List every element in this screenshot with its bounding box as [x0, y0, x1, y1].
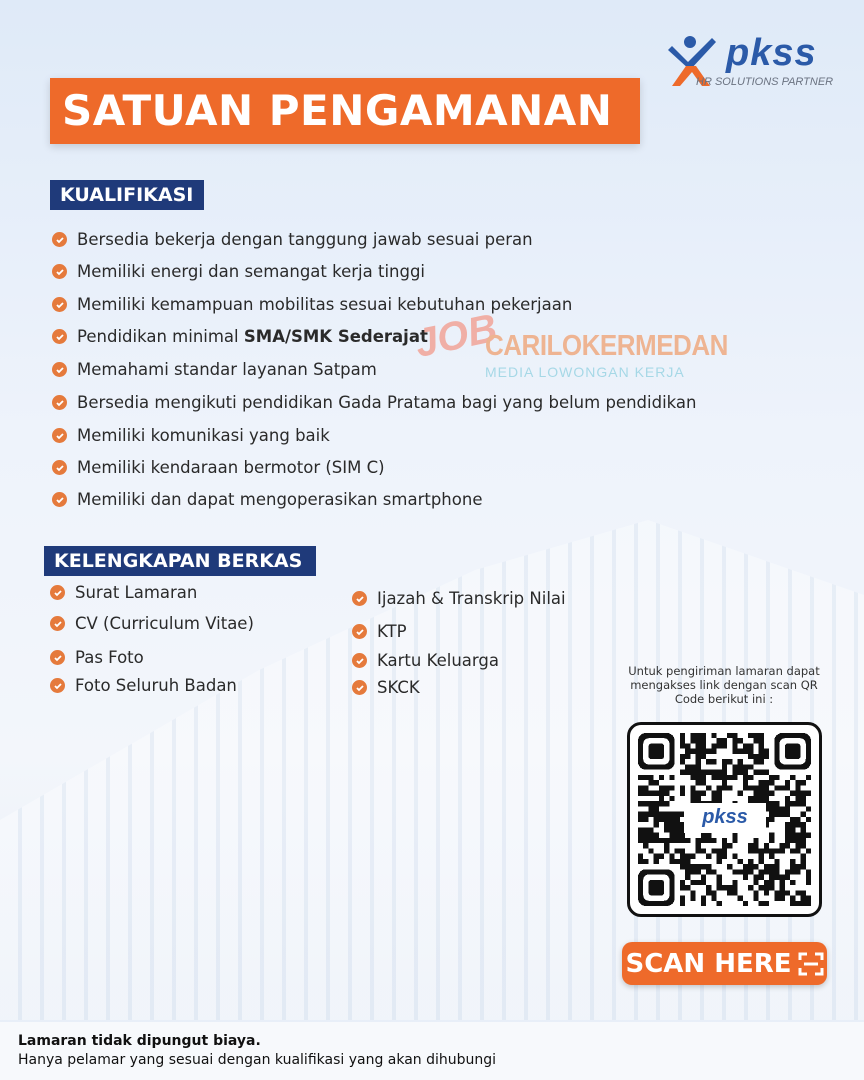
check-icon [52, 297, 67, 312]
document-item: Ijazah & Transkrip Nilai [352, 589, 566, 608]
qualifications-heading: KUALIFIKASI [50, 180, 204, 210]
qualification-item: Pendidikan minimal SMA/SMK Sederajat [52, 327, 428, 346]
footer-note: Lamaran tidak dipungut biaya. Hanya pelamar yang sesuai dengan kualifikasi yang akan dihubungi [0, 1022, 864, 1080]
document-item: Foto Seluruh Badan [50, 676, 237, 695]
document-item: CV (Curriculum Vitae) [50, 614, 254, 633]
document-item: SKCK [352, 678, 420, 697]
qualification-item: Memiliki energi dan semangat kerja tinggi [52, 262, 425, 281]
document-item: Surat Lamaran [50, 583, 197, 602]
qr-logo: pkss [684, 803, 766, 833]
documents-heading: KELENGKAPAN BERKAS [44, 546, 316, 576]
check-icon [50, 616, 65, 631]
check-icon [52, 329, 67, 344]
check-icon [50, 585, 65, 600]
qualification-item: Memiliki komunikasi yang baik [52, 426, 330, 445]
scan-icon [798, 952, 824, 976]
qualification-item: Bersedia mengikuti pendidikan Gada Pratama bagi yang belum pendidikan [52, 393, 696, 412]
check-icon [52, 460, 67, 475]
check-icon [52, 395, 67, 410]
check-icon [52, 362, 67, 377]
document-item: KTP [352, 622, 407, 641]
check-icon [50, 678, 65, 693]
check-icon [352, 624, 367, 639]
check-icon [52, 428, 67, 443]
check-icon [352, 653, 367, 668]
check-icon [352, 591, 367, 606]
scan-here-button[interactable]: SCAN HERE [622, 942, 827, 985]
check-icon [52, 264, 67, 279]
document-item: Kartu Keluarga [352, 651, 499, 670]
qualification-item: Bersedia bekerja dengan tanggung jawab sesuai peran [52, 230, 533, 249]
qualification-item: Memiliki dan dapat mengoperasikan smartphone [52, 490, 482, 509]
check-icon [52, 232, 67, 247]
carilokermedan-watermark: JOB CARILOKERMEDAN MEDIA LOWONGAN KERJA [411, 305, 728, 380]
qr-instruction: Untuk pengiriman lamaran dapat mengakses link dengan scan QR Code berikut ini : [628, 664, 820, 706]
pkss-logo: pkss HR SOLUTIONS PARTNER [668, 32, 838, 92]
check-icon [352, 680, 367, 695]
check-icon [50, 650, 65, 665]
check-icon [52, 492, 67, 507]
document-item: Pas Foto [50, 648, 144, 667]
qualification-item: Memiliki kendaraan bermotor (SIM C) [52, 458, 385, 477]
qr-code[interactable] [627, 722, 822, 917]
qualification-item: Memiliki kemampuan mobilitas sesuai kebutuhan pekerjaan [52, 295, 572, 314]
qualification-item: Memahami standar layanan Satpam [52, 360, 377, 379]
page-title: SATUAN PENGAMANAN [50, 78, 640, 144]
